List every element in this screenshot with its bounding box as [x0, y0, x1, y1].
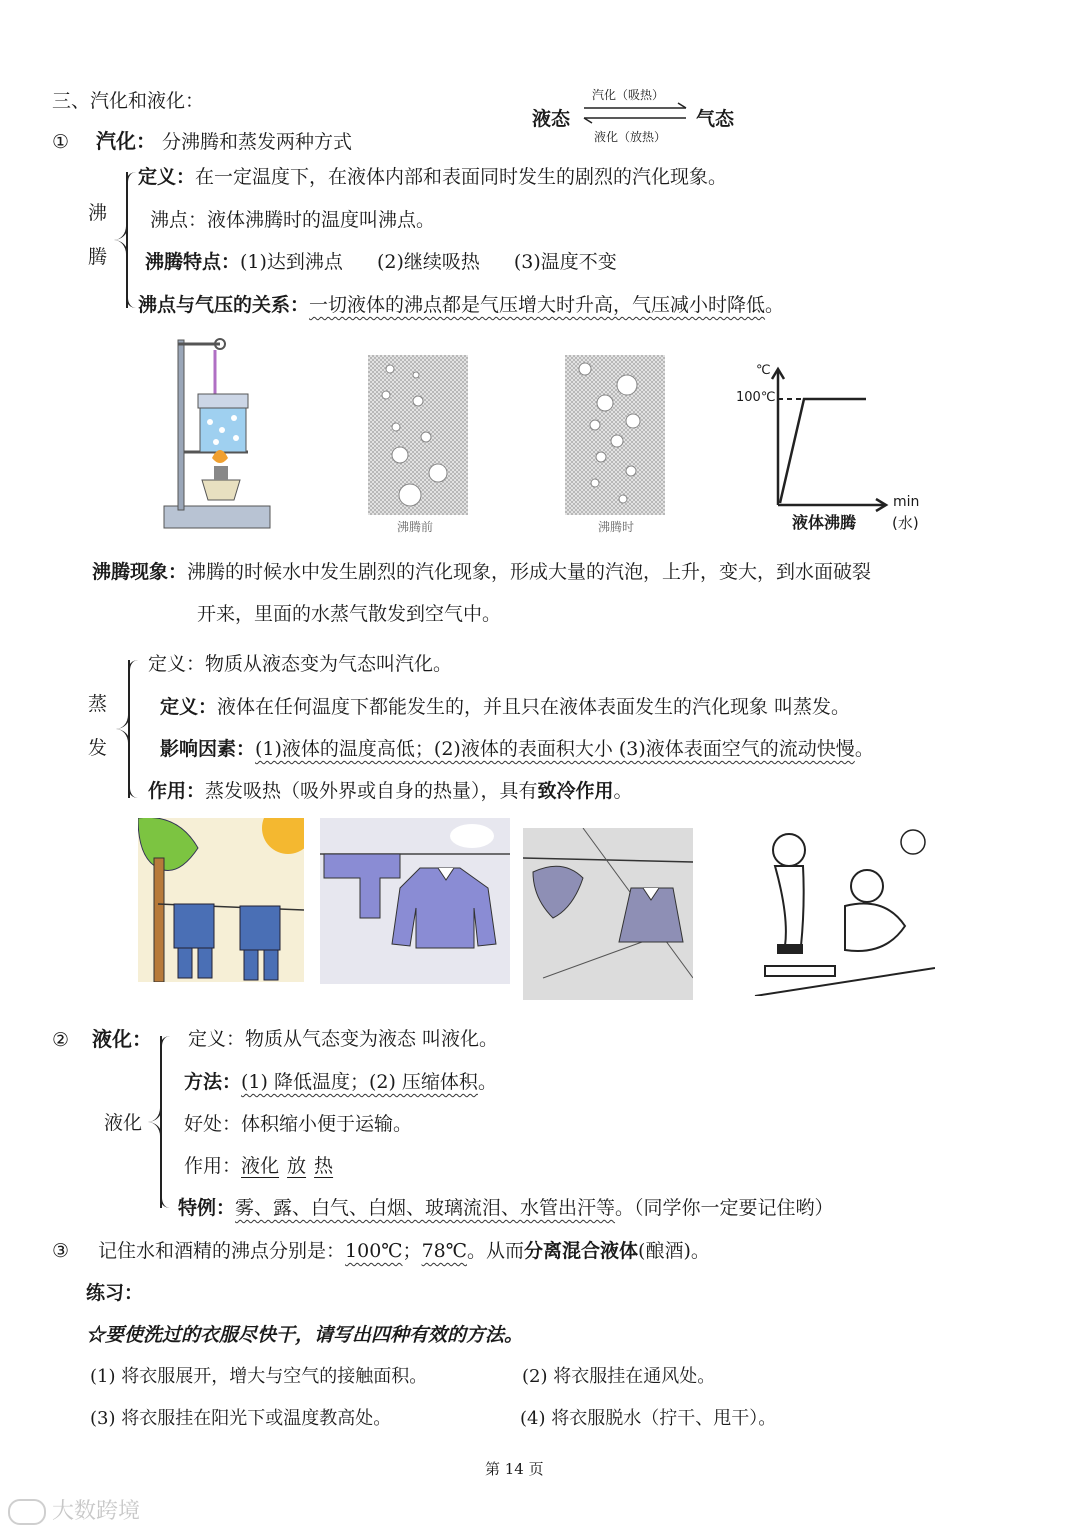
liquefaction-definition: 定义：物质从气态变为液态 叫液化。 [188, 1028, 499, 1050]
evaporation-label-1: 蒸 [88, 693, 108, 715]
graph-caption-water: (水) [892, 514, 919, 532]
vaporization-label: 汽化（吸热） [592, 88, 665, 102]
practice-answer-4: (4) 将衣服脱水（拧干、甩干）。 [520, 1408, 777, 1429]
during-boiling-caption: 沸腾时 [598, 520, 635, 534]
state-change-diagram [532, 86, 752, 142]
liquefaction-effect: 作用：液化 放 热 [184, 1155, 334, 1177]
item2-title: 液化： [92, 1027, 152, 1051]
item1-title: 汽化： [96, 129, 156, 153]
practice-answer-2: (2) 将衣服挂在通风处。 [522, 1366, 716, 1387]
practice-answer-3: (3) 将衣服挂在阳光下或温度教高处。 [90, 1408, 392, 1429]
boiling-phenomenon-line2: 开来，里面的水蒸气散发到空气中。 [197, 603, 502, 625]
boiling-pressure-relation: 沸点与气压的关系：一切液体的沸点都是气压增大时升高，气压减小时降低。 [138, 294, 785, 316]
before-boiling-caption: 沸腾前 [397, 520, 434, 534]
liquefaction-examples: 特例：雾、露、白气、白烟、玻璃流泪、水管出汗等。（同学你一定要记住哟） [178, 1197, 834, 1219]
practice-question: ☆要使洗过的衣服尽快干，请写出四种有效的方法。 [86, 1324, 524, 1346]
practice-title: 练习： [86, 1282, 144, 1304]
page-number: 第 14 页 [485, 1460, 544, 1478]
boiling-features: 沸腾特点：(1)达到沸点 (2)继续吸热 (3)温度不变 [145, 251, 617, 273]
clothes-hanging-image [320, 818, 510, 984]
evaporation-brace [128, 660, 138, 798]
evaporation-factors: 影响因素：(1)液体的温度高低；(2)液体的表面积大小 (3)液体表面空气的流动快慢。 [160, 738, 874, 760]
graph-y-unit: ℃ [756, 363, 771, 378]
during-boiling-image [565, 355, 665, 515]
liquefaction-side-label: 液化 [104, 1112, 143, 1134]
watermark-logo-icon [8, 1499, 46, 1525]
boiling-brace [126, 172, 136, 308]
liquefaction-benefit: 好处：体积缩小便于运输。 [184, 1113, 413, 1135]
liquid-state-label: 液态 [532, 108, 571, 130]
liquefaction-methods: 方法：(1) 降低温度；(2) 压缩体积。 [184, 1071, 497, 1093]
clothes-wind-image [523, 828, 693, 1000]
clothes-drying-sun-image [138, 818, 304, 982]
practice-answer-1: (1) 将衣服展开，增大与空气的接触面积。 [90, 1366, 428, 1387]
graph-100c-tick: 100℃ [736, 390, 776, 405]
swimmer-cold-image [735, 826, 935, 996]
evaporation-label-2: 发 [88, 737, 108, 759]
double-arrow-icon [582, 102, 690, 126]
item3-number: ③ [52, 1240, 70, 1262]
liquefaction-brace [160, 1036, 170, 1208]
watermark: 大数跨境 [8, 1494, 140, 1525]
item1-text: 分沸腾和蒸发两种方式 [162, 131, 353, 153]
boiling-label-2: 腾 [88, 246, 108, 268]
boiling-points-text: 记住水和酒精的沸点分别是：100℃；78℃。从而分离混合液体(酿酒)。 [98, 1240, 710, 1262]
graph-caption: 液体沸腾 [792, 513, 857, 532]
section-title: 三、汽化和液化： [52, 90, 205, 112]
boiling-definition: 定义：在一定温度下，在液体内部和表面同时发生的剧烈的汽化现象。 [138, 166, 728, 188]
boiling-phenomenon: 沸腾现象：沸腾的时候水中发生剧烈的汽化现象，形成大量的汽泡，上升，变大，到水面破裂 [92, 561, 872, 583]
boiling-point-definition: 沸点：液体沸腾时的温度叫沸点。 [150, 209, 436, 231]
boiling-apparatus-image [160, 330, 275, 535]
boiling-label-1: 沸 [88, 202, 108, 224]
evaporation-definition: 定义：液体在任何温度下都能发生的，并且只在液体表面发生的汽化现象 叫蒸发。 [160, 696, 851, 718]
item2-number: ② [52, 1029, 70, 1051]
gas-state-label: 气态 [696, 108, 735, 130]
before-boiling-image [368, 355, 468, 515]
vaporization-definition: 定义：物质从液态变为气态叫汽化。 [148, 653, 453, 675]
graph-x-unit: min [893, 494, 920, 510]
liquefaction-label: 液化（放热） [594, 130, 667, 144]
item1-number: ① [52, 131, 70, 153]
boiling-temperature-graph [770, 365, 890, 515]
evaporation-effect: 作用：蒸发吸热（吸外界或自身的热量），具有致冷作用。 [148, 780, 633, 802]
